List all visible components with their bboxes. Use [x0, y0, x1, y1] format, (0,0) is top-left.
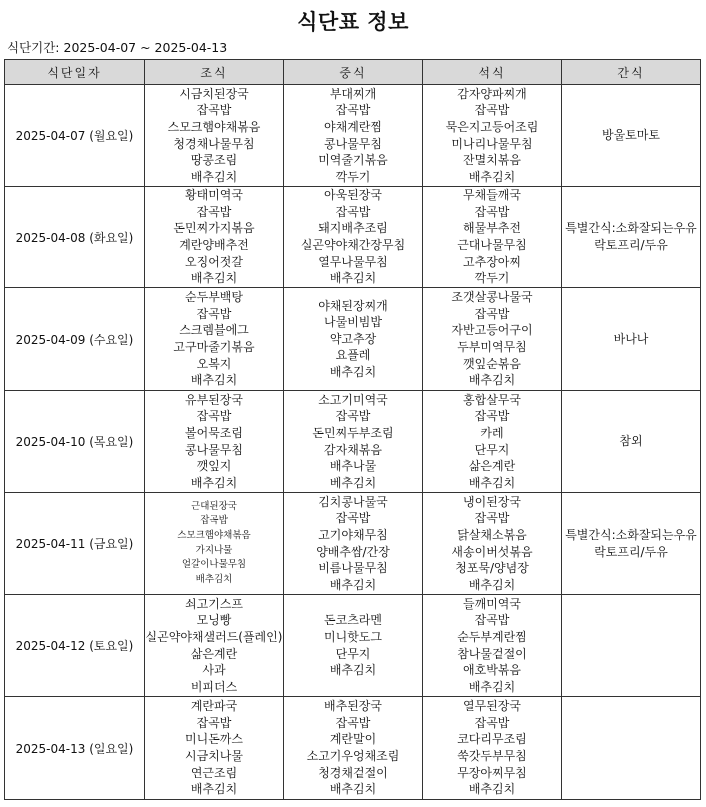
lunch-cell: [284, 85, 423, 187]
breakfast-item: 배추김치: [190, 373, 238, 388]
breakfast-item: 잡곡밥: [200, 515, 228, 527]
header-lunch: 중식: [284, 60, 423, 85]
breakfast-item: 근대된장국: [191, 500, 237, 512]
dinner-item: 감자양파찌개: [457, 86, 527, 101]
lunch-item: 약고추장: [329, 331, 377, 346]
dinner-item: 배추김치: [468, 373, 516, 388]
dinner-item: 배추김치: [468, 475, 516, 490]
dinner-item: 조갯살콩나물국: [451, 290, 533, 305]
header-breakfast: 조식: [145, 60, 284, 85]
meal-table: [4, 59, 701, 800]
breakfast-item: 스크렘블에그: [179, 323, 249, 338]
date-cell: 2025-04-12 (토요일): [5, 595, 145, 697]
dinner-item: 카레: [480, 425, 504, 440]
date-cell: 2025-04-07 (월요일): [5, 85, 145, 187]
lunch-item: 돈코츠라멘: [324, 613, 382, 628]
lunch-item: 콩나물무침: [324, 136, 382, 151]
snack-item: 락토프리/두유: [594, 238, 668, 252]
date-cell: 2025-04-10 (목요일): [5, 391, 145, 493]
dinner-item: 근대나물무침: [457, 238, 527, 252]
lunch-item: 배추김치: [329, 663, 377, 678]
breakfast-item: 연근조림: [190, 765, 238, 780]
dinner-item: 순두부계란찜: [457, 629, 527, 644]
breakfast-item: 배추김치: [195, 573, 233, 585]
lunch-cell: [284, 697, 423, 800]
header-date: 식단일자: [5, 60, 145, 85]
breakfast-item: 돈민찌가지볶음: [173, 221, 255, 236]
lunch-item: 잡곡밥: [335, 409, 371, 424]
lunch-item: 야채된장찌개: [318, 298, 388, 313]
lunch-item: 배추김치: [329, 364, 377, 379]
dinner-item: 무채들깨국: [463, 188, 521, 203]
lunch-cell: [284, 391, 423, 493]
breakfast-item: 배추김치: [190, 475, 238, 490]
lunch-item: 미니핫도그: [324, 629, 382, 644]
dinner-item: 삶은계란: [468, 459, 516, 474]
lunch-cell: [284, 595, 423, 697]
dinner-cell: [423, 493, 562, 595]
breakfast-item: 스모크햄야채볶음: [177, 529, 251, 541]
lunch-item: 배추김치: [329, 577, 377, 592]
snack-item: 특별간식:소화잘되는우유: [565, 221, 697, 236]
lunch-item: 돼지배추조림: [318, 221, 388, 236]
breakfast-item: 배추김치: [190, 169, 238, 184]
dinner-item: 닭살채소볶음: [457, 527, 527, 542]
dinner-item: 잡곡밥: [474, 613, 510, 628]
lunch-item: 비름나물무침: [318, 561, 388, 576]
lunch-item: 나물비빔밥: [324, 315, 382, 330]
dinner-item: 잡곡밥: [474, 306, 510, 321]
dinner-item: 무장아찌무침: [457, 765, 527, 780]
lunch-item: 실곤약야채간장무침: [300, 238, 406, 252]
lunch-item: 잡곡밥: [335, 715, 371, 730]
breakfast-item: 미니돈까스: [185, 732, 243, 747]
breakfast-item: 순두부백탕: [185, 290, 243, 305]
lunch-item: 고기야채무침: [318, 527, 388, 542]
dinner-item: 배추김치: [468, 679, 516, 694]
dinner-cell: [423, 391, 562, 493]
breakfast-item: 계란양배추전: [179, 238, 249, 252]
breakfast-item: 삶은계란: [190, 646, 238, 661]
lunch-item: 감자채볶음: [324, 442, 382, 457]
dinner-item: 깻잎순볶음: [463, 356, 521, 371]
dinner-item: 잔멸치볶음: [463, 153, 521, 168]
table-row: [5, 391, 701, 493]
breakfast-item: 사과: [202, 663, 226, 678]
lunch-cell: [284, 493, 423, 595]
snack-cell: [562, 493, 701, 595]
dinner-item: 쑥갓두부무침: [457, 749, 527, 763]
dinner-item: 코다리무조림: [457, 732, 527, 747]
breakfast-item: 시금치나물: [185, 749, 243, 763]
date-cell: 2025-04-11 (금요일): [5, 493, 145, 595]
dinner-item: 애호박볶음: [463, 663, 521, 678]
breakfast-item: 잡곡밥: [196, 409, 232, 424]
lunch-item: 베추김치: [329, 475, 377, 490]
dinner-cell: [423, 187, 562, 288]
breakfast-item: 잡곡밥: [196, 306, 232, 321]
breakfast-item: 고구마줄기볶음: [173, 340, 255, 354]
page-title: 식단표 정보: [297, 10, 409, 34]
lunch-item: 배추된장국: [324, 699, 382, 714]
lunch-item: 잡곡밥: [335, 103, 371, 118]
lunch-item: 깍두기: [335, 169, 371, 184]
breakfast-item: 배추김치: [190, 782, 238, 797]
dinner-item: 배추김치: [468, 782, 516, 797]
lunch-item: 열무나물무침: [318, 254, 388, 269]
dinner-item: 배추김치: [468, 577, 516, 592]
lunch-item: 배추김치: [329, 782, 377, 797]
table-header-row: [5, 60, 701, 85]
snack-cell: [562, 391, 701, 493]
breakfast-item: 잡곡밥: [196, 715, 232, 730]
snack-item: 방울토마토: [602, 128, 660, 143]
snack-item: 바나나: [613, 331, 649, 346]
lunch-item: 배추김치: [329, 271, 377, 286]
breakfast-cell: [145, 85, 284, 187]
table-row: [5, 493, 701, 595]
dinner-item: 묵은지고등어조림: [445, 119, 539, 134]
table-row: [5, 288, 701, 391]
breakfast-item: 땅콩조림: [190, 153, 238, 168]
breakfast-item: 황태미역국: [185, 188, 243, 203]
dinner-item: 홍합살무국: [463, 392, 521, 407]
header-dinner: 석식: [423, 60, 562, 85]
dinner-cell: [423, 288, 562, 391]
lunch-cell: [284, 288, 423, 391]
dinner-item: 들깨미역국: [463, 596, 521, 611]
dinner-cell: [423, 595, 562, 697]
snack-cell: [562, 85, 701, 187]
breakfast-item: 잡곡밥: [196, 204, 232, 219]
dinner-item: 열무된장국: [463, 699, 521, 714]
dinner-item: 깍두기: [474, 271, 510, 286]
lunch-item: 부대찌개: [329, 86, 377, 101]
dinner-cell: [423, 697, 562, 800]
meal-period: 식단기간: 2025-04-07 ~ 2025-04-13: [7, 40, 228, 55]
lunch-item: 양배추쌈/간장: [316, 544, 390, 559]
breakfast-item: 깻잎지: [196, 459, 232, 474]
breakfast-item: 오복지: [196, 356, 232, 371]
dinner-item: 참나물겉절이: [457, 646, 527, 661]
snack-item: 특별간식:소화잘되는우유: [565, 527, 697, 542]
snack-cell: [562, 595, 701, 697]
lunch-item: 단무지: [335, 646, 371, 661]
lunch-item: 야채계란찜: [324, 119, 382, 134]
table-row: [5, 187, 701, 288]
breakfast-item: 배추김치: [190, 271, 238, 286]
lunch-item: 돈민찌두부조림: [312, 425, 394, 440]
breakfast-item: 청경채나물무침: [173, 136, 255, 151]
snack-cell: [562, 187, 701, 288]
lunch-item: 청경채겉절이: [318, 765, 388, 780]
lunch-item: 잡곡밥: [335, 511, 371, 526]
breakfast-item: 모닝빵: [196, 613, 232, 628]
date-cell: 2025-04-13 (일요일): [5, 697, 145, 800]
lunch-item: 요플레: [335, 348, 371, 363]
dinner-item: 잡곡밥: [474, 103, 510, 118]
lunch-item: 소고기우엉채조림: [306, 749, 400, 763]
lunch-item: 배추나물: [329, 459, 377, 474]
table-row: [5, 697, 701, 800]
dinner-item: 단무지: [474, 442, 510, 457]
breakfast-item: 잡곡밥: [196, 103, 232, 118]
snack-item: 참외: [619, 434, 643, 449]
breakfast-item: 시금치된장국: [179, 86, 249, 101]
breakfast-cell: [145, 697, 284, 800]
dinner-item: 잡곡밥: [474, 204, 510, 219]
dinner-item: 두부미역무침: [457, 340, 527, 354]
dinner-item: 새송이버섯볶음: [451, 544, 533, 559]
dinner-item: 냉이된장국: [463, 494, 521, 509]
breakfast-cell: [145, 288, 284, 391]
dinner-item: 고추장아찌: [463, 254, 521, 269]
dinner-item: 잡곡밥: [474, 409, 510, 424]
breakfast-item: 오징어젓갈: [185, 254, 243, 269]
date-cell: 2025-04-08 (화요일): [5, 187, 145, 288]
dinner-item: 미나리나물무침: [451, 136, 533, 151]
breakfast-cell: [145, 187, 284, 288]
table-row: [5, 595, 701, 697]
lunch-item: 미역줄기볶음: [318, 153, 388, 168]
breakfast-item: 계란파국: [190, 699, 238, 714]
dinner-item: 청포묵/양념장: [455, 561, 529, 576]
breakfast-item: 쇠고기스프: [185, 596, 243, 611]
snack-cell: [562, 697, 701, 800]
breakfast-item: 볼어묵조림: [185, 425, 243, 440]
dinner-item: 배추김치: [468, 169, 516, 184]
lunch-item: 아욱된장국: [324, 188, 382, 203]
header-snack: 간식: [562, 60, 701, 85]
breakfast-item: 콩나물무침: [185, 442, 243, 457]
snack-item: 락토프리/두유: [594, 544, 668, 559]
lunch-item: 잡곡밥: [335, 204, 371, 219]
dinner-item: 잡곡밥: [474, 511, 510, 526]
breakfast-item: 스모크햄야채볶음: [167, 119, 261, 134]
table-row: [5, 85, 701, 187]
breakfast-item: 유부된장국: [185, 392, 243, 407]
breakfast-item: 가지나물: [195, 544, 233, 556]
lunch-item: 소고기미역국: [318, 392, 388, 407]
dinner-item: 해물부추전: [463, 221, 521, 236]
lunch-item: 계란말이: [329, 732, 377, 747]
breakfast-item: 얼갈이나물무침: [181, 559, 247, 571]
lunch-item: 김치콩나물국: [318, 494, 388, 509]
breakfast-item: 실곤약야채샐러드(플레인): [145, 629, 283, 644]
lunch-cell: [284, 187, 423, 288]
dinner-item: 자반고등어구이: [451, 323, 533, 338]
breakfast-item: 비피더스: [190, 679, 238, 694]
breakfast-cell: [145, 595, 284, 697]
snack-cell: [562, 288, 701, 391]
date-cell: 2025-04-09 (수요일): [5, 288, 145, 391]
breakfast-cell: [145, 391, 284, 493]
dinner-item: 잡곡밥: [474, 715, 510, 730]
dinner-cell: [423, 85, 562, 187]
breakfast-cell: [145, 493, 284, 595]
